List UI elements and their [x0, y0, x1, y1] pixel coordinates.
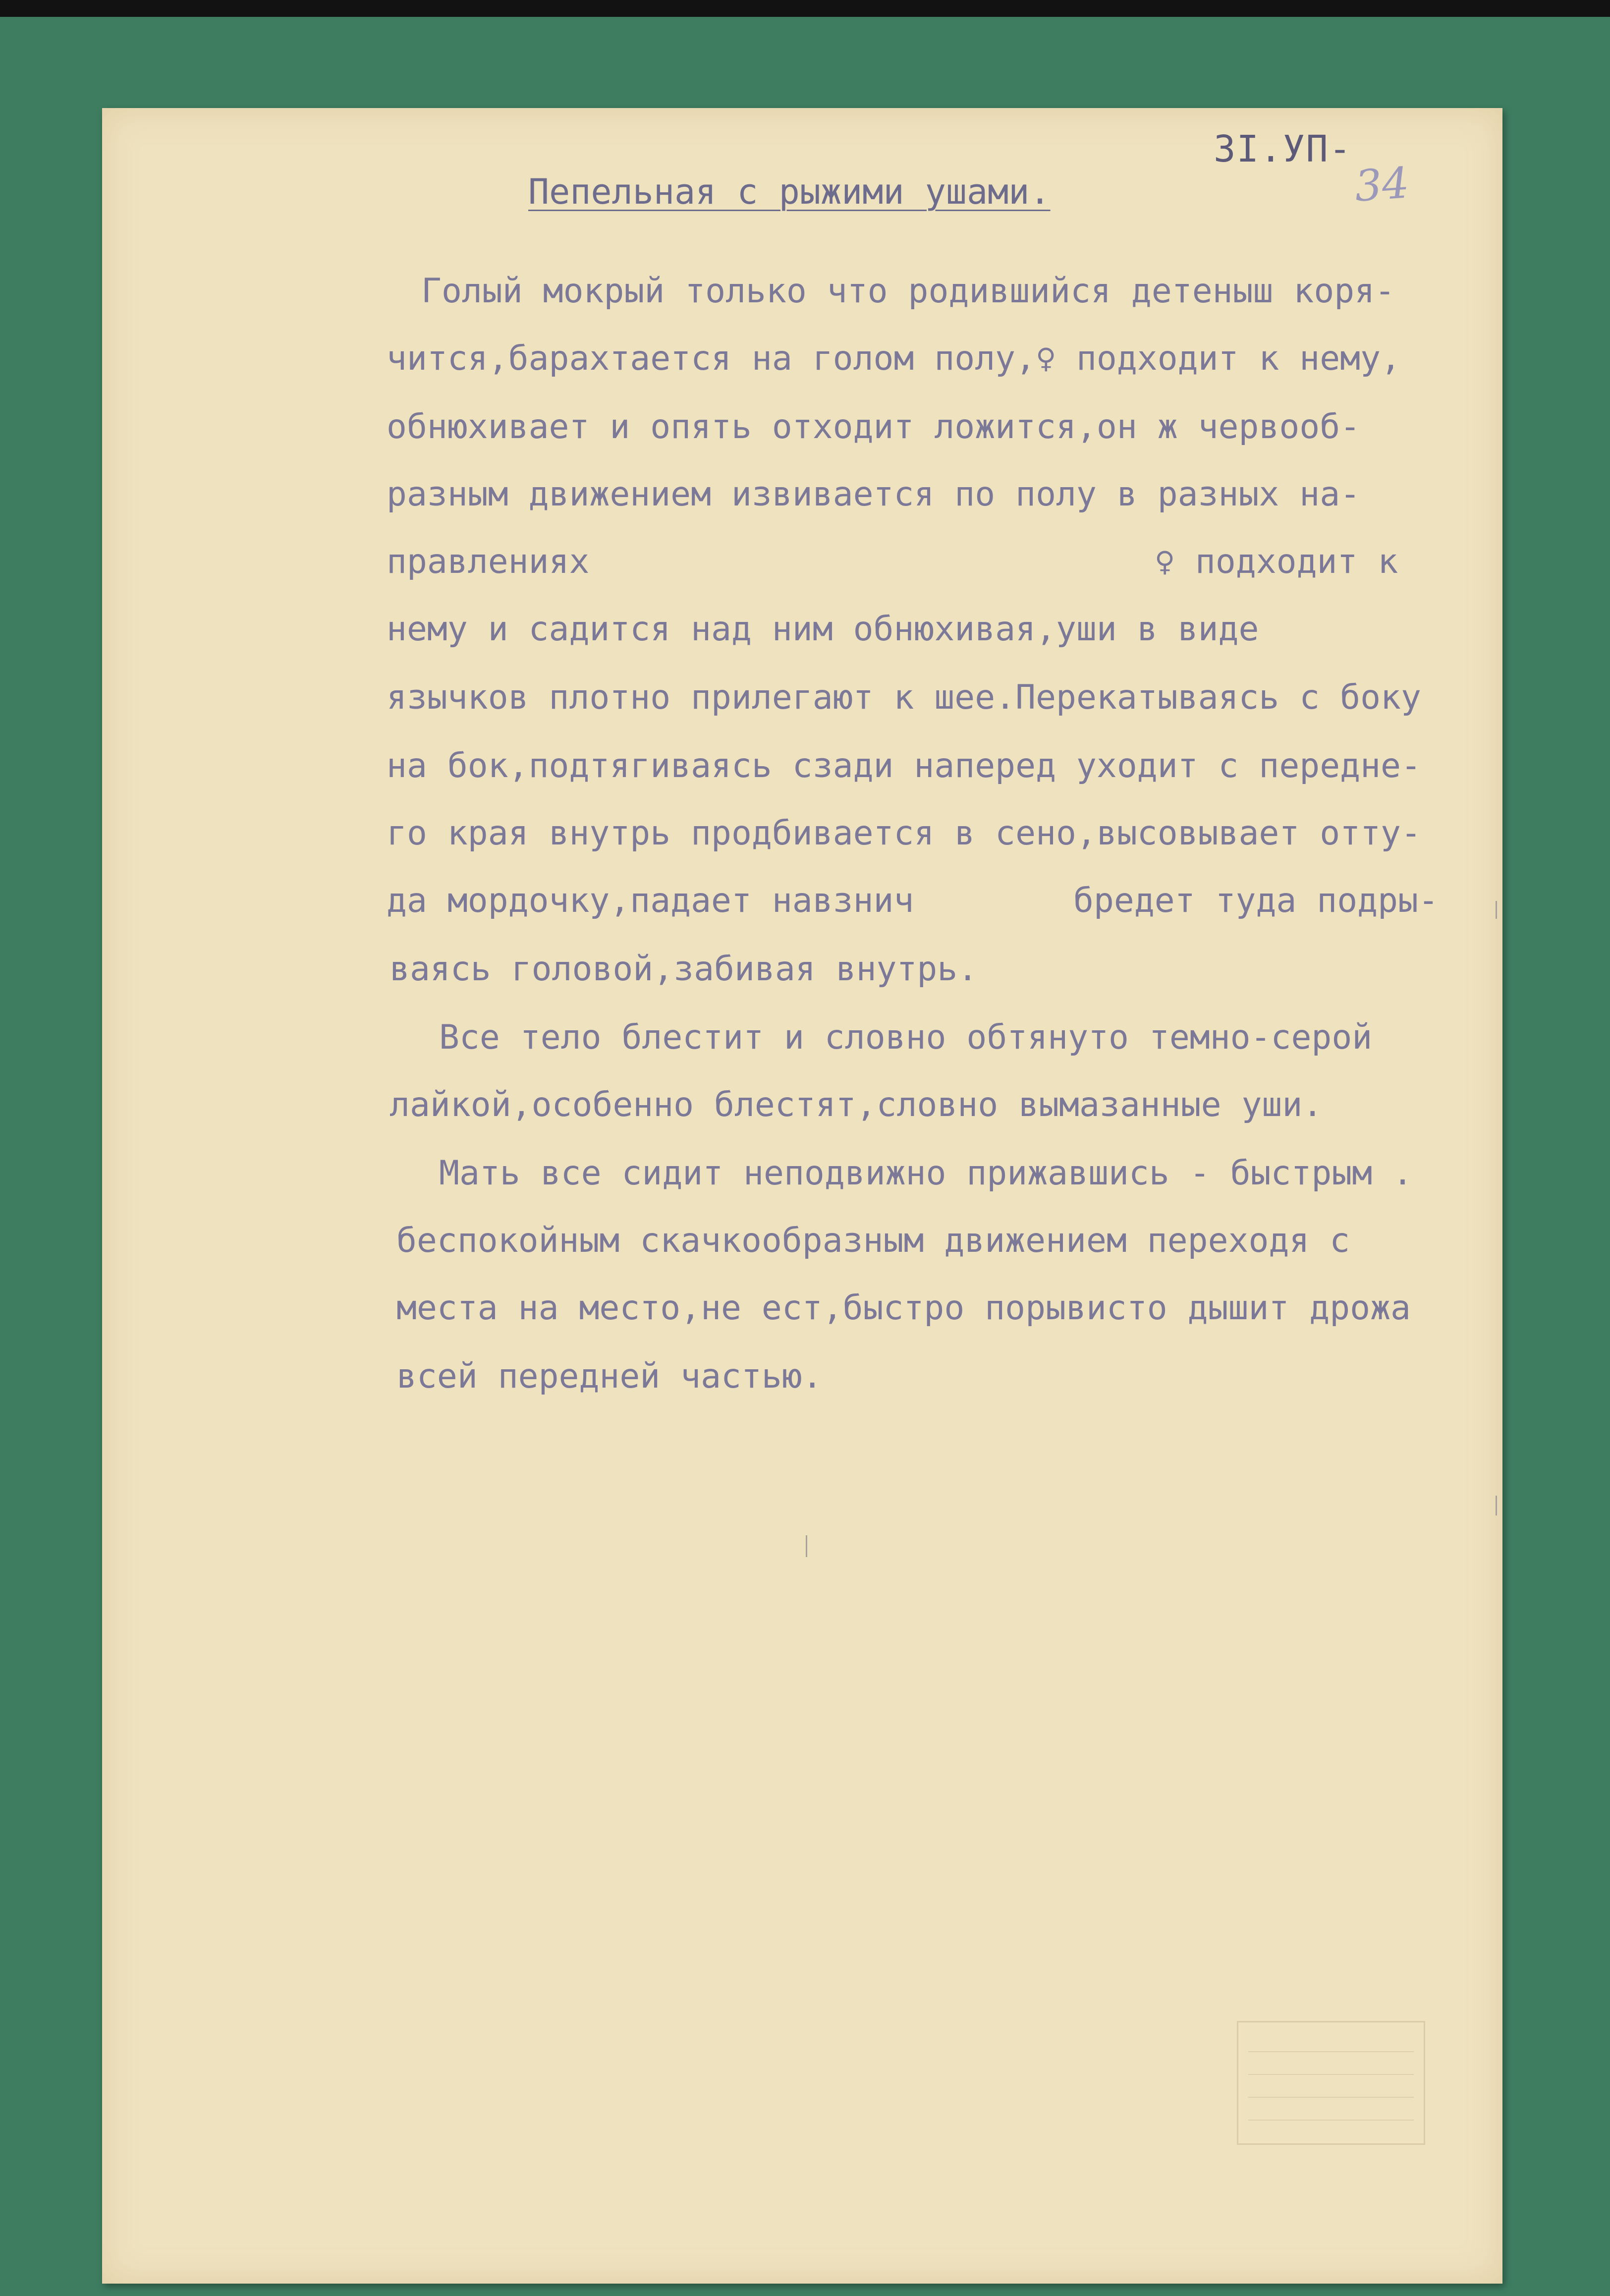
text-line: да мордочку,падает навзнич	[387, 881, 914, 920]
text-line: Голый мокрый только что родившийся детеныш коря-	[421, 272, 1395, 311]
page-number: 3I.УП-	[1214, 128, 1352, 170]
margin-mark	[1496, 1496, 1497, 1515]
text-line: чится,барахтается на голом полу,♀ подходит к нему,	[387, 339, 1401, 378]
text-line: места на место,не ест,быстро порывисто дышит дрожа	[396, 1288, 1411, 1328]
text-line: язычков плотно прилегают к шее.Перекатываясь с боку	[387, 678, 1421, 717]
text-line: разным движением извивается по полу в разных на-	[387, 475, 1361, 514]
margin-mark	[1496, 901, 1497, 919]
text-line: лайкой,особенно блестят,словно вымазанные уши.	[389, 1085, 1323, 1124]
text-line: го края внутрь продбивается в сено,высовывает отту-	[387, 814, 1421, 853]
document-page	[102, 108, 1502, 2284]
text-line: на бок,подтягиваясь сзади наперед уходит с передне-	[387, 746, 1421, 785]
faded-stamp	[1237, 2021, 1425, 2145]
text-line: всей передней частью.	[396, 1357, 823, 1396]
text-line: обнюхивает и опять отходит ложится,он ж червооб-	[387, 407, 1361, 447]
text-line: правлениях	[387, 542, 590, 581]
scanner-top-band	[0, 0, 1610, 17]
text-line: нему и садится над ним обнюхивая,уши в виде	[387, 610, 1259, 649]
text-line: ♀ подходит к	[1155, 542, 1398, 581]
margin-mark	[806, 1535, 807, 1557]
document-title: Пепельная с рыжими ушами.	[528, 171, 1051, 212]
text-line: беспокойным скачкообразным движением переходя с	[396, 1221, 1350, 1260]
text-line: бредет туда подры-	[1073, 881, 1439, 920]
text-line: Мать все сидит неподвижно прижавшись - быстрым .	[439, 1154, 1413, 1193]
text-line: Все тело блестит и словно обтянуто темно-серой	[439, 1018, 1373, 1057]
folio-number: 34	[1353, 158, 1411, 212]
text-line: ваясь головой,забивая внутрь.	[389, 950, 978, 989]
